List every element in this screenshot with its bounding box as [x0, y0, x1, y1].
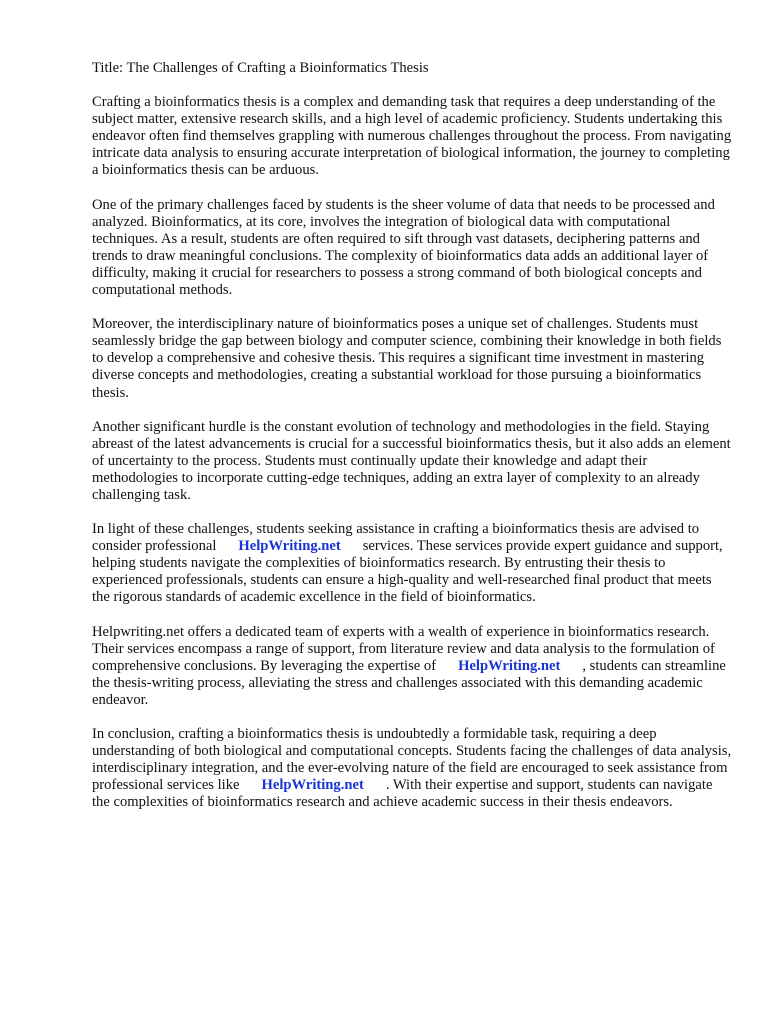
- paragraph-assistance-text-2: services. These services provide expert guidance and support, helping students navigate the complexities of bioinformatics research. By entrusting their thesis to experienced professionals, students can ensure a high-quality and well-researched final product that meets the rigorous standards of academic excellence in the field of bioinformatics.: [92, 538, 723, 606]
- paragraph-evolution: Another significant hurdle is the constant evolution of technology and methodologies in the field. Staying abreast of the latest advancements is crucial for a successful bioinformatics thesis, but it also adds an element of uncertainty to the process. Students must continually update their knowledge and adapt their methodologies to incorporate cutting-edge techniques, adding an extra layer of complexity to an already challenging task.: [92, 418, 731, 503]
- paragraph-services-text-1: Helpwriting.net offers a dedicated team of experts with a wealth of experience in bioinformatics research. Their services encompass a range of support, from literature review and data analysis to the formulation of comprehensive conclusions. By leveraging the expertise of: [92, 623, 715, 674]
- paragraph-conclusion: [92, 726, 732, 811]
- helpwriting-link-1[interactable]: HelpWriting.net: [238, 538, 341, 555]
- document-page: [92, 60, 732, 828]
- paragraph-intro: Crafting a bioinformatics thesis is a complex and demanding task that requires a deep understanding of the subject matter, extensive research skills, and a high level of academic proficiency. Students undertaking this endeavor often find themselves grappling with numerous challenges throughout the process. From navigating intricate data analysis to ensuring accurate interpretation of biological information, the journey to completing a bioinformatics thesis can be arduous.: [92, 94, 732, 179]
- paragraph-conclusion-text-1: In conclusion, crafting a bioinformatics thesis is undoubtedly a formidable task, requiring a deep understanding of both biological and computational concepts. Students facing the challenges of data analysis, interdisciplinary integration, and the ever-evolving nature of the field are encouraged to seek assistance from professional services like: [92, 726, 732, 794]
- helpwriting-link-3[interactable]: HelpWriting.net: [261, 777, 364, 794]
- helpwriting-link-2[interactable]: HelpWriting.net: [458, 657, 561, 674]
- document-title: Title: The Challenges of Crafting a Bioinformatics Thesis: [92, 60, 429, 76]
- paragraph-assistance: [92, 521, 732, 606]
- paragraph-data-volume: One of the primary challenges faced by students is the sheer volume of data that needs to be processed and analyzed. Bioinformatics, at its core, involves the integration of biological data with computational techniques. As a result, students are often required to sift through vast datasets, deciphering patterns and trends to draw meaningful conclusions. The complexity of bioinformatics data adds an additional layer of difficulty, making it crucial for researchers to possess a strong command of both biological concepts and computational methods.: [92, 196, 715, 299]
- paragraph-interdisciplinary: Moreover, the interdisciplinary nature of bioinformatics poses a unique set of challenges. Students must seamlessly bridge the gap between biology and computer science, combining their knowledge in both fields to develop a comprehensive and cohesive thesis. This requires a significant time investment in mastering diverse concepts and methodologies, creating a substantial workload for those pursuing a bioinformatics thesis.: [92, 316, 722, 401]
- paragraph-assistance-text-1: In light of these challenges, students seeking assistance in crafting a bioinformatics thesis are advised to consider professional: [92, 521, 700, 555]
- paragraph-services: [92, 624, 732, 709]
- paragraph-services-text-2: , students can streamline the thesis-writing process, alleviating the stress and challenges associated with this demanding academic endeavor.: [92, 657, 726, 708]
- paragraph-conclusion-text-2: . With their expertise and support, students can navigate the complexities of bioinformatics research and achieve academic success in their thesis endeavors.: [92, 777, 713, 811]
